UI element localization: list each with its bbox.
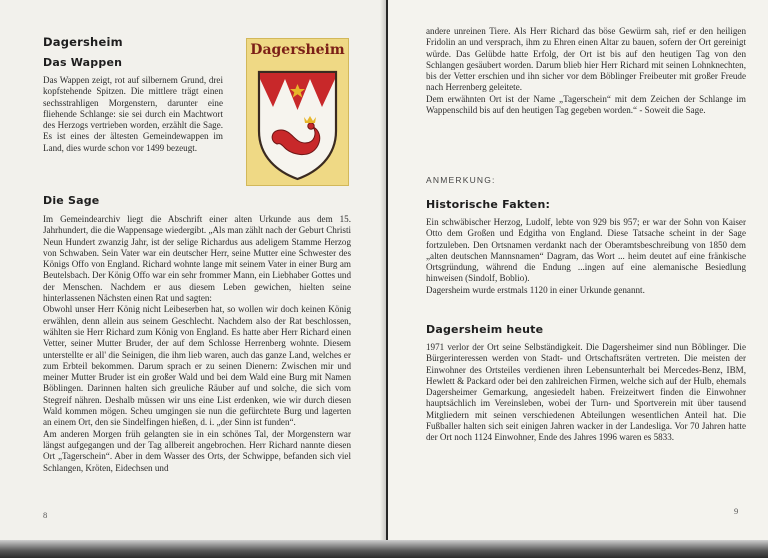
sage-heading: Die Sage [43,194,100,207]
continued-text: andere unreinen Tiere. Als Herr Richard das böse Gewürm sah, rief er den heiligen Fridolin an und versprach, ihm zu Ehren einen Altar zu bauen, sofern der Ort gereinigt würde. Das Gelübde hatte Erfolg, der Ort ist bis auf den heutigen Tag von den Schlangen gesäubert worden. Darum blieb hier Herr Richard mit seinen Lohnknechten, bis der Vetter erschien und ihn sicher vor dem Böblinger Freibeuter mit großer Freude nach Herrenberg geleitete. Dem erwähnten Ort ist der Name „Tagerschein“ mit dem Zeichen der Schlange im Wappenschild bis auf den heutigen Tag gegeben worden.“ - Soweit die Sage. [426,26,746,116]
wappen-heading-block [43,56,243,69]
heute-section [426,342,746,444]
sage-section [43,214,351,474]
page-number-left: 8 [43,510,48,520]
wappen-section [43,75,223,154]
fakten-section [426,217,746,296]
sage-heading-block [43,194,243,207]
continued-section [426,26,746,116]
wappen-heading: Das Wappen [43,56,123,69]
coat-of-arms-shield-icon [247,39,348,185]
fakten-heading-block [426,198,746,211]
anmerkung-label: ANMERKUNG: [426,175,496,185]
sage-text: Im Gemeindearchiv liegt die Abschrift einer alten Urkunde aus dem 15. Jahrhundert, die die Wappensage wiedergibt. „Als man zählt nach der Geburt Christi Neun Hundert zwanzig Jahr, ist der selige Richardus aus adeligem Stamme Herzog von Schwaben. Sein Vater war ein deutscher Herr, seine Mutter eine Schwester des Königs Offo von England. Richard wohnte lange mit seinem Vater in einer Burg am Beutelsbach. Der König Offo war ein sehr frommer Mann, ein Liebhaber Gottes und der Menschen. Nachdem er aus diesem Leben gewichen, hielten seine hinterlassenen Nächsten einen Rat und sagten: Obwohl unser Herr König nicht Leibeserben hat, so wollen wir doch keinen König erwählen, denn allein aus seinem Geschlecht. Nachdem also der Rat beschlossen, wählten sie Herr Richard zum König von England. Es hatte aber Herr Richard einen Vetter, seiner Mutter Bruder, der auf dem Schlosse Herrenberg wohnte. Diesem unterstellte er all' die Seinigen, die ihm lieb waren, auch das ganze Land, welches er zum Erbteil bekommen. Darum sprach er zu seinen Dienern: Zwischen mir und meiner Mutter Bruder ist ein großer Wald und bei dem Wald eine Burg mit Namen Böblingen. Darinnen halten sich greuliche Räuber auf und solche, die sich vom Stegreif nähren. Deshalb müssen wir uns eine List erdenken, wie wir durch diesen Wald kommen mögen. Scheu umgingen sie nun die gefürchtete Burg und lagerten an einem Ort, den sie Sindelfingen hießen, d. i. „der Sinn ist funden“. Am anderen Morgen früh gelangten sie in ein schönes Tal, der Morgenstern war längst aufgegangen und der Tag allbereit angebrochen. Herr Richard nannte diesen Ort „Tagerschein“. Aber in dem Wasser des Orts, der Schwippe, befanden sich viel Schlangen, Kröten, Eidechsen und [43,214,351,473]
place-heading: Dagersheim [43,35,123,49]
heute-heading-block [426,323,746,336]
table-surface [0,540,768,558]
coat-of-arms-image [246,38,349,186]
coat-title: Dagersheim [250,42,345,58]
fakten-text: Ein schwäbischer Herzog, Ludolf, lebte von 929 bis 957; er war der Sohn von Kaiser Otto dem Großen und Edgitha von England. Diese Tatsache scheint in der Sage fortzuleben. Den Ortsnamen verdankt nach der Oberamtsbeschreibung von 1850 dem „alten deutschen Mannsnamen“ Dagram, das Wort ... heim deutet auf eine fränkische Ortsgründung, während die Endung ...ingen auf eine alemanische Besiedlung hinweisen (Sindolf, Boblio). Dagersheim wurde erstmals 1120 in einer Urkunde genannt. [426,217,746,295]
place-heading-block [43,35,243,49]
wappen-text: Das Wappen zeigt, rot auf silbernem Grund, drei kopfstehende Spitzen. Die mittlere trägt einen sechsstrahligen Morgenstern, darunter eine fliehende Schlange: sie sei durch ein Machtwort des Herzogs vertrieben worden, erzählt die Sage. Es ist eines der ältesten Gemeindewappen im Land, dies wurde schon vor 1499 bezeugt. [43,75,223,153]
fakten-heading: Historische Fakten: [426,198,551,211]
right-page [388,0,768,552]
heute-heading: Dagersheim heute [426,323,544,336]
page-number-right: 9 [734,506,739,516]
left-page [0,0,386,552]
heute-text: 1971 verlor der Ort seine Selbständigkeit. Die Dagersheimer sind nun Böblinger. Die Bürgerinteressen werden von Stadt- und Ortschaftsräten vertreten. Die meisten der Einwohner des Ortsteiles verdienen ihren Lebensunterhalt bei Mercedes-Benz, IBM, Hewlett & Packard oder bei den zahlreichen Firmen, welche sich auf der Hulb, ehemals Dagersheimer Gemarkung, angesiedelt haben. Freizeitwert finden die Einwohner hauptsächlich im Vereinsleben, wobei der Turn- und Sportverein mit über tausend Mitgliedern mit seinen verschiedenen Abteilungen wesentlichen Anteil hat. Die Fußballer halten sich seit einigen Jahren wacker in der Landesliga. Vor 70 Jahren hatte der Ort noch 1124 Einwohner, Ende des Jahres 1996 waren es 5833. [426,342,746,443]
